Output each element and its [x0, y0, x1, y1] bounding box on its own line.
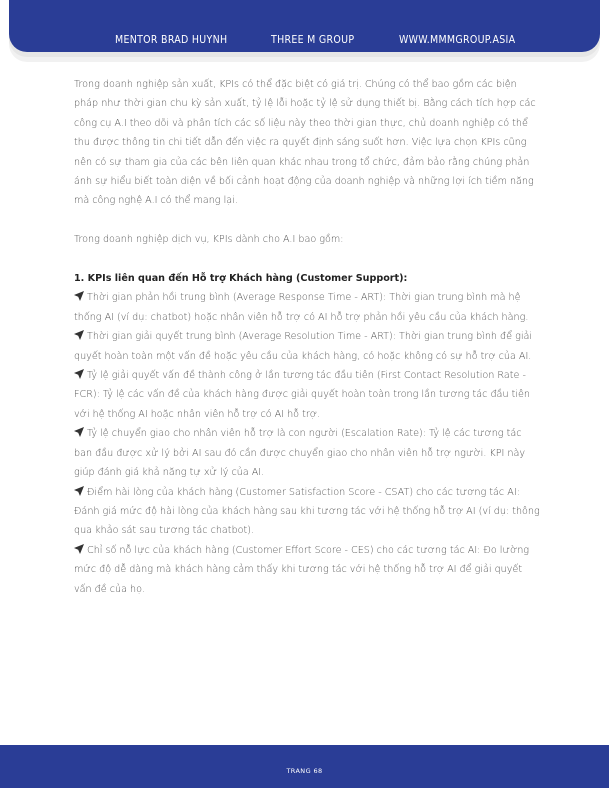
- bullet-text: Chỉ số nỗ lực của khách hàng (Customer Effort Score - CES) cho các tương tác AI: Đo lường mức độ dễ dàng mà khách hàng cảm thấy khi tương tác với hệ thống hỗ trợ AI để giải quyết vấn đề của họ.: [74, 544, 530, 595]
- page-header: [0, 0, 609, 74]
- header-company-name: THREE M GROUP: [271, 34, 355, 46]
- section-title: 1. KPIs liên quan đến Hỗ trợ Khách hàng (Customer Support):: [74, 273, 408, 285]
- header-mentor-name: MENTOR BRAD HUYNH: [115, 34, 228, 46]
- bullet-item: [74, 288, 540, 327]
- bullet-text: Điểm hài lòng của khách hàng (Customer Satisfaction Score - CSAT) cho các tương tác AI: Đánh giá mức độ hài lòng của khách hàng sau khi tương tác với hệ thống hỗ trợ AI (ví dụ: thông qua khảo sát sau tương tác chatbot).: [74, 486, 540, 537]
- paragraph-service-intro: Trong doanh nghiệp dịch vụ, KPIs dành cho A.I bao gồm:: [74, 234, 344, 246]
- bullet-item: [74, 366, 540, 424]
- arrow-icon: [74, 330, 84, 340]
- arrow-icon: [74, 427, 84, 437]
- header-website-link[interactable]: WWW.MMMGROUP.ASIA: [399, 34, 516, 46]
- arrow-icon: [74, 544, 84, 554]
- bullet-text: Tỷ lệ giải quyết vấn đề thành công ở lần tương tác đầu tiên (First Contact Resolution Rate - FCR): Tỷ lệ các vấn đề của khách hàng được giải quyết hoàn toàn trong lần tương tác đầu tiên với hệ thống AI hoặc nhân viên hỗ trợ có AI hỗ trợ.: [74, 370, 530, 420]
- bullet-item: [74, 327, 540, 366]
- header-bar: [9, 0, 600, 52]
- bullet-text: Tỷ lệ chuyển giao cho nhân viên hỗ trợ là con người (Escalation Rate): Tỷ lệ các tương tác ban đầu được xử lý bởi AI sau đó cần được chuyển giao cho nhân viên hỗ trợ người. KPI này giúp đánh giá khả năng tự xử lý của AI.: [74, 428, 526, 479]
- page-number: TRANG 68: [286, 767, 323, 775]
- bullet-item: [74, 541, 540, 599]
- bullet-text: Thời gian phản hồi trung bình (Average Response Time - ART): Thời gian trung bình mà hệ thống AI (ví dụ: chatbot) hoặc nhân viên hỗ trợ có AI hỗ trợ phản hồi yêu cầu của khách hàng.: [74, 292, 529, 323]
- arrow-icon: [74, 486, 84, 496]
- page-content: [74, 75, 540, 599]
- arrow-icon: [74, 369, 84, 379]
- arrow-icon: [74, 291, 84, 301]
- bullet-item: [74, 424, 540, 482]
- bullet-text: Thời gian giải quyết trung bình (Average Resolution Time - ART): Thời gian trung bình để giải quyết hoàn toàn một vấn đề hoặc yêu cầu của khách hàng, có hoặc không có sự hỗ trợ của AI.: [74, 331, 533, 362]
- page-footer: [0, 745, 609, 788]
- bullet-item: [74, 483, 540, 541]
- paragraph-manufacturing: Trong doanh nghiệp sản xuất, KPIs có thể đặc biệt có giá trị. Chúng có thể bao gồm các biện pháp như thời gian chu kỳ sản xuất, tỷ lệ lỗi hoặc tỷ lệ sử dụng thiết bị. Bằng cách tích hợp các công cụ A.I theo dõi và phân tích các số liệu này theo thời gian thực, chủ doanh nghiệp có thể thu được thông tin chi tiết dẫn đến việc ra quyết định sáng suốt hơn. Việc lựa chọn KPIs cũng nên có sự tham gia của các bên liên quan khác nhau trong tổ chức, đảm bảo rằng chúng phản ánh sự hiểu biết toàn diện về bối cảnh hoạt động của doanh nghiệp và những lợi ích tiềm năng mà công nghệ A.I có thể mang lại.: [74, 79, 536, 207]
